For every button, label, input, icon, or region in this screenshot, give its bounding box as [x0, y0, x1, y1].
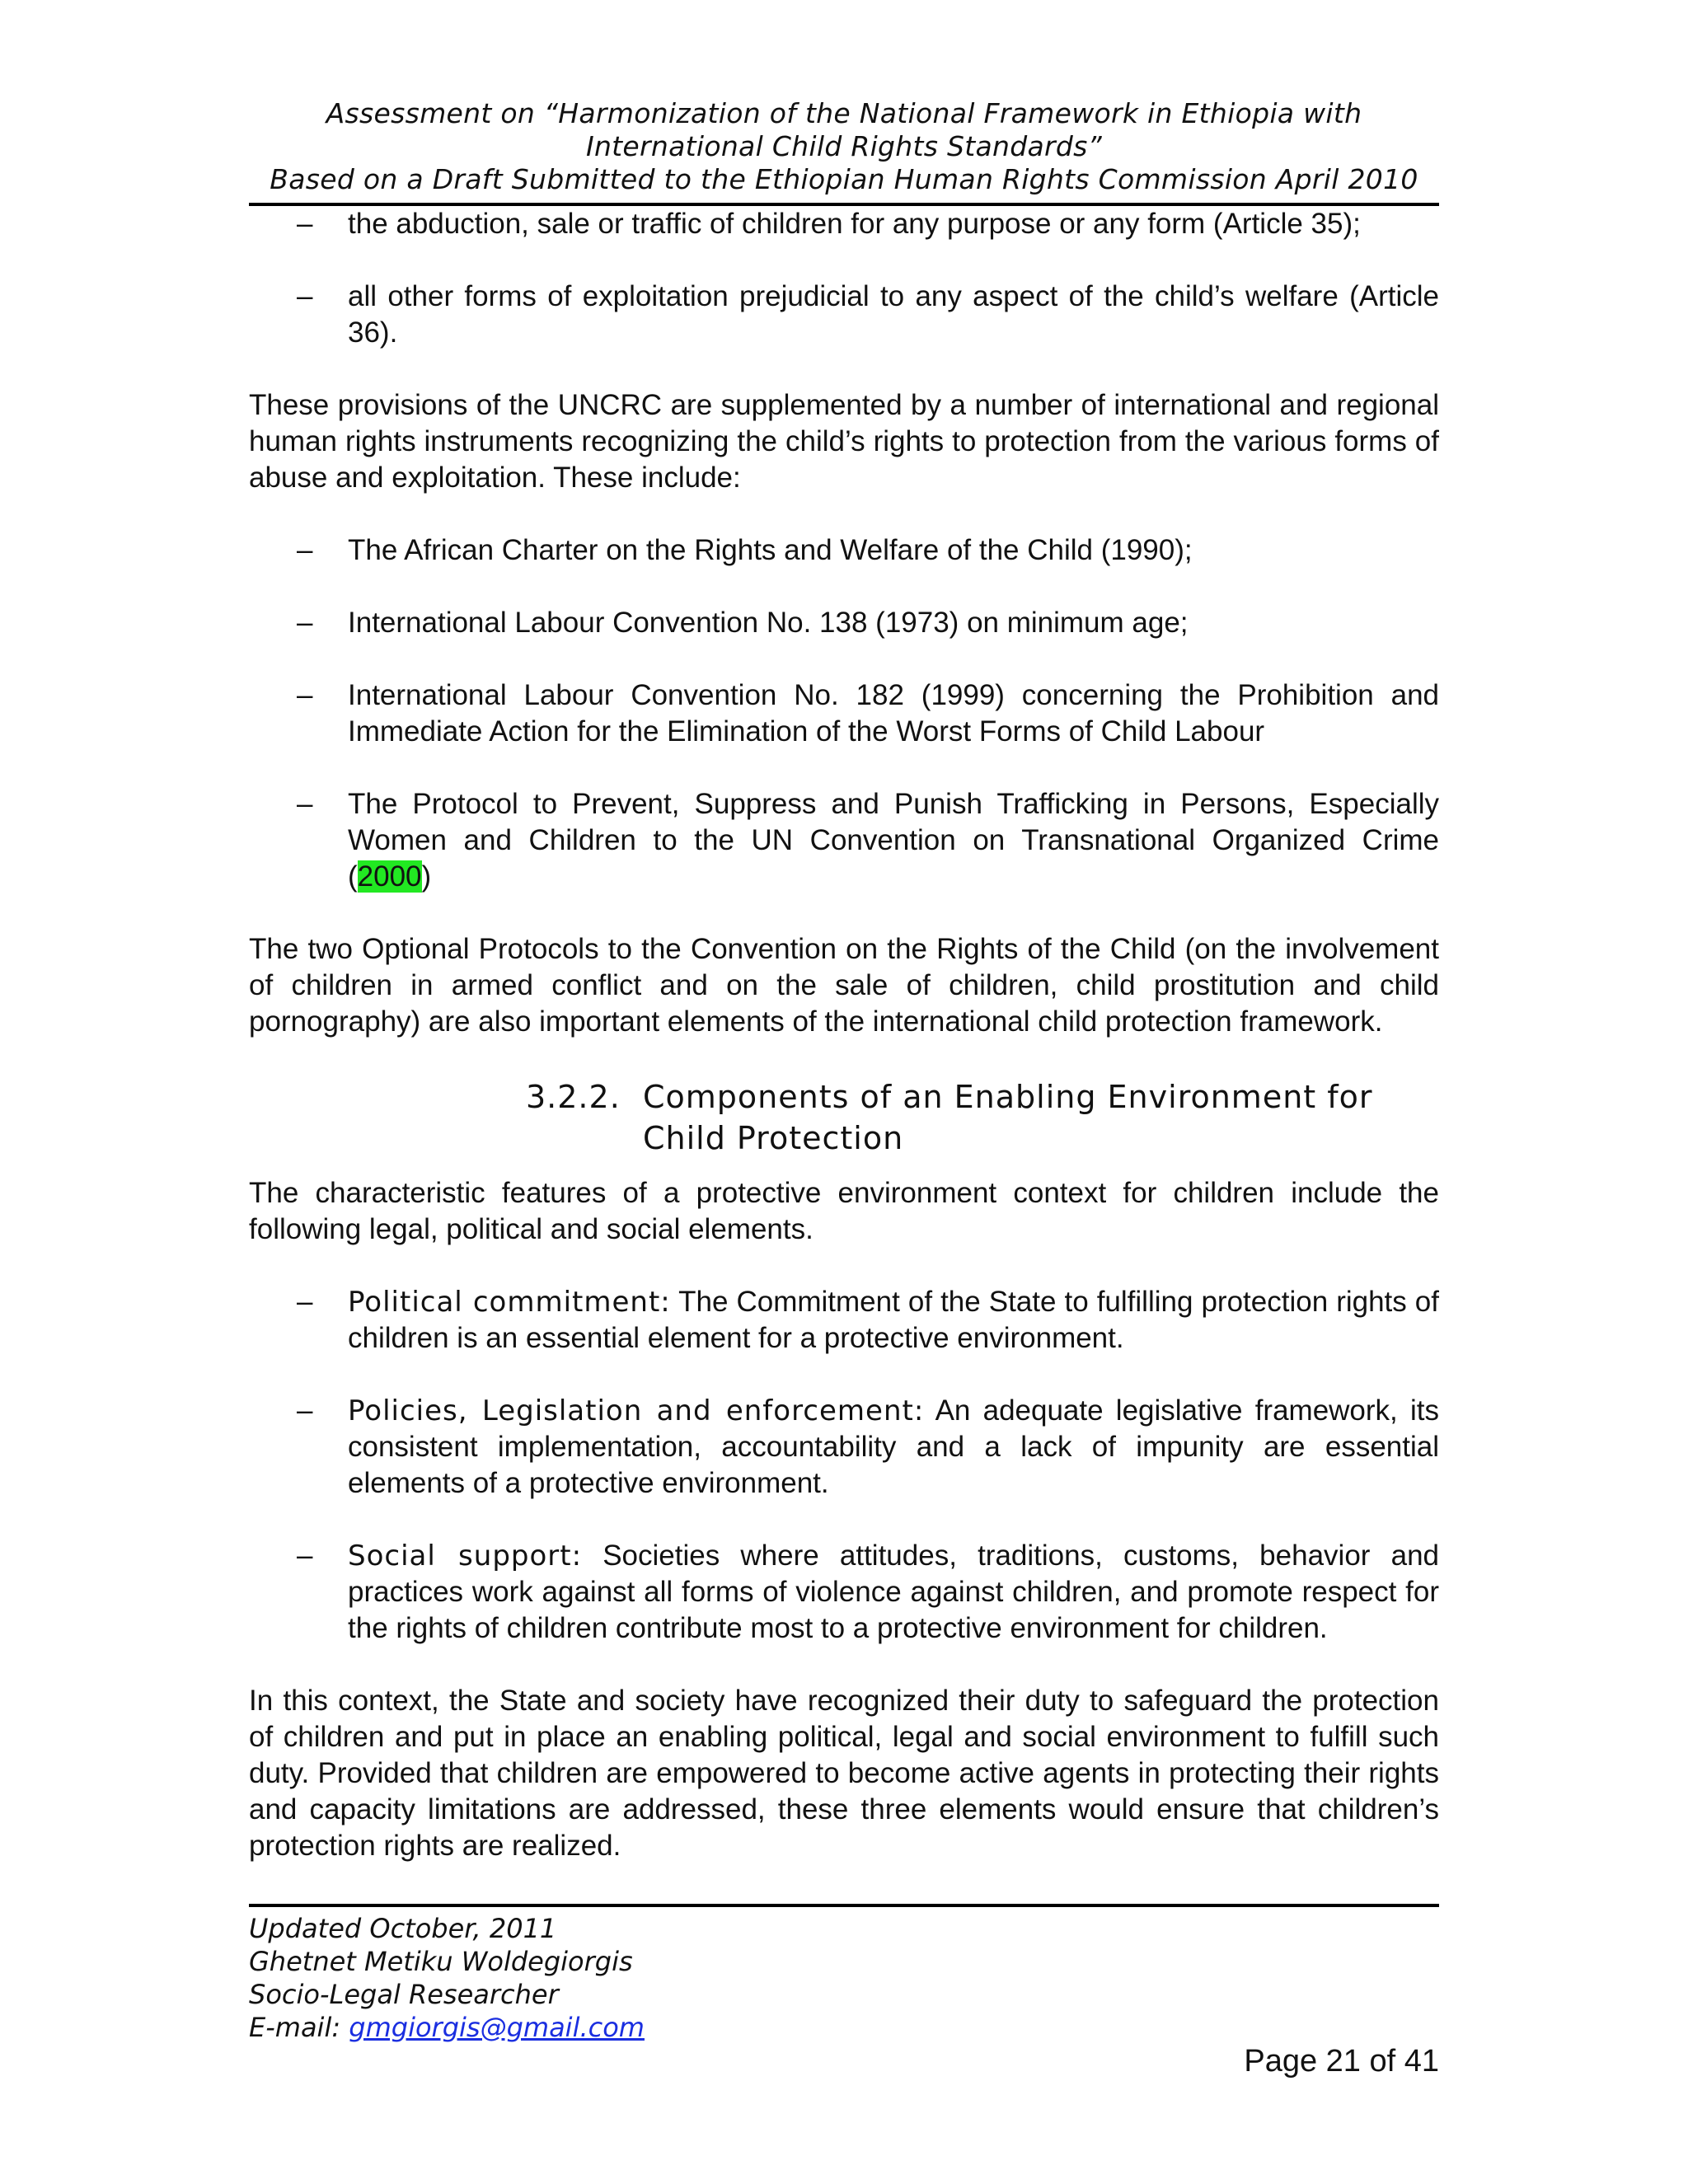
footer-divider: [249, 1904, 1439, 1907]
dash-marker: –: [297, 534, 313, 566]
element-text: Societies where attitudes, traditions, customs, behavior and practices work against all forms of violence against children, and promote respect for the rights of children contribute most to a protective environment for children.: [348, 1540, 1439, 1644]
element-text: The Commitment of the State to fulfilling protection rights of children is an essential element for a protective environment.: [348, 1286, 1439, 1354]
footer-author: Ghetnet Metiku Woldegiorgis: [249, 1946, 633, 1977]
list-item-text: International Labour Convention No. 138 (1973) on minimum age;: [348, 607, 1189, 639]
list-item: [249, 786, 1439, 895]
section-number: 3.2.2.: [526, 1079, 621, 1115]
page-header: [249, 97, 1439, 196]
dash-marker: –: [297, 1286, 313, 1318]
dash-marker: –: [297, 280, 313, 312]
list-item: [249, 1393, 1439, 1502]
list-item-close: ): [421, 860, 432, 893]
element-term: Political commitment:: [348, 1286, 671, 1319]
footer-role: Socio-Legal Researcher: [249, 1979, 559, 2010]
footer-updated: Updated October, 2011: [249, 1913, 557, 1944]
dash-marker: –: [297, 607, 313, 639]
element-text: An adequate legislative framework, its consistent implementation, accountability and a lack of impunity are essential elements of a protective environment.: [348, 1394, 1439, 1499]
list-item: [249, 1284, 1439, 1357]
header-title-line1: Assessment on “Harmonization of the National Framework in Ethiopia with: [326, 97, 1362, 129]
highlighted-year: 2000: [357, 860, 422, 893]
list-item-text: The Protocol to Prevent, Suppress and Punish Trafficking in Persons, Especially Women and Children to the UN Convention on Transnational Organized Crime (: [348, 788, 1439, 893]
paragraph: The two Optional Protocols to the Convention on the Rights of the Child (on the involvement of children in armed conflict and on the sale of children, child prostitution and child pornography) are also important elements of the international child protection framework.: [249, 933, 1439, 1038]
list-item: [249, 279, 1439, 351]
list-item-text: The African Charter on the Rights and Welfare of the Child (1990);: [348, 534, 1193, 566]
dash-marker: –: [297, 788, 313, 820]
section-heading: [249, 1076, 1439, 1159]
page-footer: [249, 1912, 645, 2044]
dash-marker: –: [297, 679, 313, 711]
list-item: [249, 532, 1439, 569]
list-item: [249, 677, 1439, 750]
list-item-text: all other forms of exploitation prejudicial to any aspect of the child’s welfare (Article 36).: [348, 280, 1439, 349]
list-item: [249, 605, 1439, 641]
paragraph: The characteristic features of a protective environment context for children include the following legal, political and social elements.: [249, 1177, 1439, 1245]
element-term: Policies, Legislation and enforcement:: [348, 1394, 925, 1427]
list-item: [249, 206, 1439, 242]
page-number: Page 21 of 41: [1244, 2044, 1439, 2079]
list-item: [249, 1538, 1439, 1647]
dash-marker: –: [297, 1540, 313, 1572]
dash-marker: –: [297, 1394, 313, 1427]
paragraph: These provisions of the UNCRC are supplemented by a number of international and regional human rights instruments recognizing the child’s rights to protection from the various forms of abuse and exploitation. These include:: [249, 389, 1439, 494]
header-title-line2: International Child Rights Standards”: [585, 130, 1103, 162]
footer-email-line: [249, 2011, 645, 2044]
list-item-text: International Labour Convention No. 182 (1999) concerning the Prohibition and Immediate Action for the Elimination of the Worst Forms of Child Labour: [348, 679, 1439, 748]
paragraph: In this context, the State and society have recognized their duty to safeguard the protection of children and put in place an enabling political, legal and social environment to fulfill such duty. Provided that children are empowered to become active agents in protecting their rights and capacity limitations are addressed, these three elements would ensure that children’s protection rights are realized.: [249, 1685, 1439, 1862]
element-term: Social support:: [348, 1540, 583, 1572]
section-title-line1: Components of an Enabling Environment for: [643, 1079, 1373, 1115]
header-subtitle: Based on a Draft Submitted to the Ethiopian Human Rights Commission April 2010: [270, 163, 1418, 195]
list-item-text: the abduction, sale or traffic of children for any purpose or any form (Article 35);: [348, 208, 1361, 240]
email-label: E-mail:: [249, 2012, 349, 2043]
page-body: [249, 206, 1439, 1864]
section-title-line2: Child Protection: [643, 1120, 904, 1156]
dash-marker: –: [297, 208, 313, 240]
email-link[interactable]: gmgiorgis@gmail.com: [349, 2012, 645, 2043]
